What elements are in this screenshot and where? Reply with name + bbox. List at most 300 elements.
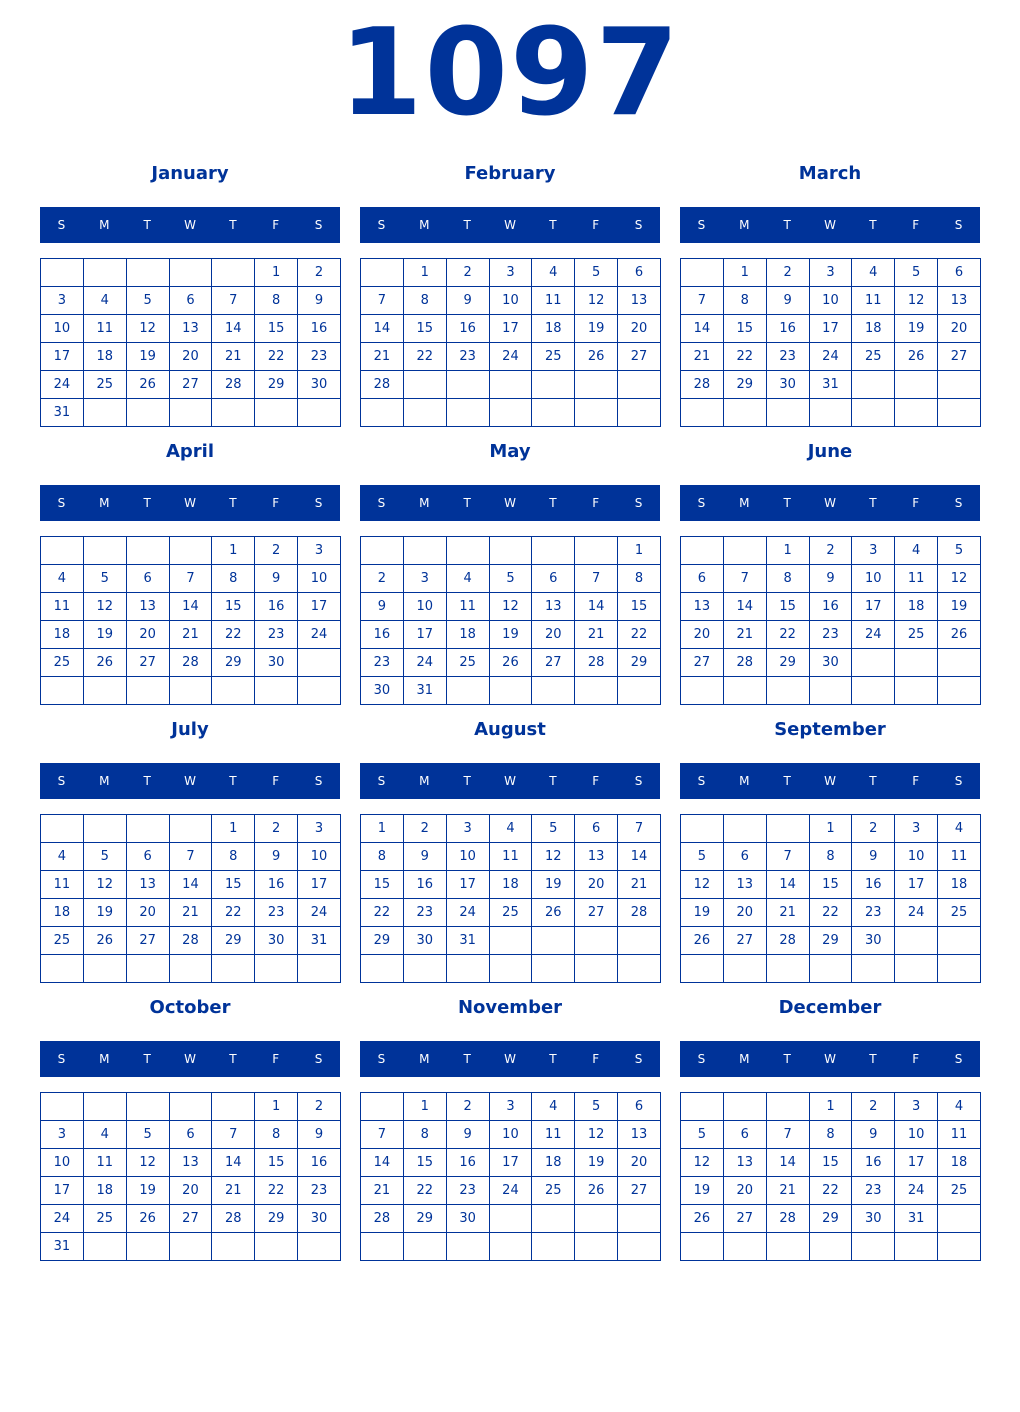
day-cell[interactable]: 31 (298, 927, 341, 955)
day-cell[interactable]: 1 (212, 537, 255, 565)
day-cell[interactable]: 19 (84, 621, 127, 649)
day-cell[interactable]: 20 (681, 621, 724, 649)
day-cell[interactable]: 28 (767, 927, 810, 955)
day-cell[interactable]: 18 (84, 1177, 127, 1205)
day-cell[interactable]: 4 (532, 259, 575, 287)
day-cell[interactable]: 3 (895, 1093, 938, 1121)
day-cell[interactable]: 24 (447, 899, 490, 927)
day-cell[interactable]: 28 (170, 927, 213, 955)
day-cell[interactable]: 6 (170, 287, 213, 315)
day-cell[interactable]: 8 (212, 843, 255, 871)
day-cell[interactable]: 6 (127, 843, 170, 871)
day-cell[interactable]: 10 (852, 565, 895, 593)
day-cell[interactable]: 23 (255, 621, 298, 649)
day-cell[interactable]: 26 (681, 1205, 724, 1233)
day-cell[interactable]: 7 (618, 815, 661, 843)
day-cell[interactable]: 6 (724, 1121, 767, 1149)
day-cell[interactable]: 28 (361, 1205, 404, 1233)
day-cell[interactable]: 22 (767, 621, 810, 649)
day-cell[interactable]: 24 (404, 649, 447, 677)
day-cell[interactable]: 4 (938, 1093, 981, 1121)
day-cell[interactable]: 21 (212, 1177, 255, 1205)
day-cell[interactable]: 21 (170, 621, 213, 649)
day-cell[interactable]: 2 (447, 259, 490, 287)
day-cell[interactable]: 8 (618, 565, 661, 593)
day-cell[interactable]: 20 (618, 315, 661, 343)
day-cell[interactable]: 30 (255, 649, 298, 677)
day-cell[interactable]: 16 (810, 593, 853, 621)
day-cell[interactable]: 30 (298, 1205, 341, 1233)
day-cell[interactable]: 5 (681, 1121, 724, 1149)
day-cell[interactable]: 17 (490, 315, 533, 343)
day-cell[interactable]: 31 (41, 399, 84, 427)
day-cell[interactable]: 25 (938, 1177, 981, 1205)
day-cell[interactable]: 3 (852, 537, 895, 565)
day-cell[interactable]: 16 (404, 871, 447, 899)
day-cell[interactable]: 14 (767, 1149, 810, 1177)
day-cell[interactable]: 10 (447, 843, 490, 871)
day-cell[interactable]: 13 (170, 315, 213, 343)
day-cell[interactable]: 8 (404, 1121, 447, 1149)
day-cell[interactable]: 17 (895, 1149, 938, 1177)
day-cell[interactable]: 12 (127, 315, 170, 343)
day-cell[interactable]: 3 (298, 815, 341, 843)
day-cell[interactable]: 22 (212, 621, 255, 649)
day-cell[interactable]: 2 (767, 259, 810, 287)
day-cell[interactable]: 22 (404, 1177, 447, 1205)
day-cell[interactable]: 19 (84, 899, 127, 927)
day-cell[interactable]: 3 (298, 537, 341, 565)
day-cell[interactable]: 9 (852, 1121, 895, 1149)
day-cell[interactable]: 7 (767, 1121, 810, 1149)
day-cell[interactable]: 17 (404, 621, 447, 649)
day-cell[interactable]: 15 (724, 315, 767, 343)
day-cell[interactable]: 23 (298, 1177, 341, 1205)
day-cell[interactable]: 5 (84, 565, 127, 593)
day-cell[interactable]: 10 (41, 1149, 84, 1177)
day-cell[interactable]: 18 (852, 315, 895, 343)
day-cell[interactable]: 8 (255, 287, 298, 315)
day-cell[interactable]: 25 (84, 371, 127, 399)
day-cell[interactable]: 8 (724, 287, 767, 315)
day-cell[interactable]: 27 (170, 371, 213, 399)
day-cell[interactable]: 1 (255, 259, 298, 287)
day-cell[interactable]: 13 (575, 843, 618, 871)
day-cell[interactable]: 7 (575, 565, 618, 593)
day-cell[interactable]: 27 (724, 927, 767, 955)
day-cell[interactable]: 20 (127, 621, 170, 649)
day-cell[interactable]: 15 (404, 315, 447, 343)
day-cell[interactable]: 29 (618, 649, 661, 677)
day-cell[interactable]: 13 (724, 871, 767, 899)
day-cell[interactable]: 13 (618, 287, 661, 315)
day-cell[interactable]: 2 (255, 537, 298, 565)
day-cell[interactable]: 1 (212, 815, 255, 843)
day-cell[interactable]: 13 (170, 1149, 213, 1177)
day-cell[interactable]: 10 (895, 1121, 938, 1149)
day-cell[interactable]: 24 (852, 621, 895, 649)
day-cell[interactable]: 18 (938, 1149, 981, 1177)
day-cell[interactable]: 5 (895, 259, 938, 287)
day-cell[interactable]: 5 (575, 259, 618, 287)
day-cell[interactable]: 27 (938, 343, 981, 371)
day-cell[interactable]: 29 (212, 927, 255, 955)
day-cell[interactable]: 17 (298, 593, 341, 621)
day-cell[interactable]: 31 (810, 371, 853, 399)
day-cell[interactable]: 4 (895, 537, 938, 565)
day-cell[interactable]: 27 (618, 1177, 661, 1205)
day-cell[interactable]: 1 (724, 259, 767, 287)
day-cell[interactable]: 28 (170, 649, 213, 677)
day-cell[interactable]: 14 (575, 593, 618, 621)
day-cell[interactable]: 15 (810, 871, 853, 899)
day-cell[interactable]: 28 (618, 899, 661, 927)
day-cell[interactable]: 21 (681, 343, 724, 371)
day-cell[interactable]: 4 (852, 259, 895, 287)
day-cell[interactable]: 4 (938, 815, 981, 843)
day-cell[interactable]: 26 (490, 649, 533, 677)
day-cell[interactable]: 22 (724, 343, 767, 371)
day-cell[interactable]: 9 (852, 843, 895, 871)
day-cell[interactable]: 24 (810, 343, 853, 371)
day-cell[interactable]: 29 (810, 927, 853, 955)
day-cell[interactable]: 10 (490, 287, 533, 315)
day-cell[interactable]: 8 (361, 843, 404, 871)
day-cell[interactable]: 3 (404, 565, 447, 593)
day-cell[interactable]: 13 (681, 593, 724, 621)
day-cell[interactable]: 15 (212, 593, 255, 621)
day-cell[interactable]: 1 (618, 537, 661, 565)
day-cell[interactable]: 17 (810, 315, 853, 343)
day-cell[interactable]: 25 (41, 649, 84, 677)
day-cell[interactable]: 27 (575, 899, 618, 927)
day-cell[interactable]: 28 (767, 1205, 810, 1233)
day-cell[interactable]: 19 (575, 315, 618, 343)
day-cell[interactable]: 9 (255, 843, 298, 871)
day-cell[interactable]: 12 (681, 1149, 724, 1177)
day-cell[interactable]: 5 (681, 843, 724, 871)
day-cell[interactable]: 15 (767, 593, 810, 621)
day-cell[interactable]: 5 (490, 565, 533, 593)
day-cell[interactable]: 11 (938, 843, 981, 871)
day-cell[interactable]: 8 (212, 565, 255, 593)
day-cell[interactable]: 5 (938, 537, 981, 565)
day-cell[interactable]: 4 (532, 1093, 575, 1121)
day-cell[interactable]: 6 (938, 259, 981, 287)
day-cell[interactable]: 27 (618, 343, 661, 371)
day-cell[interactable]: 30 (447, 1205, 490, 1233)
day-cell[interactable]: 30 (852, 1205, 895, 1233)
day-cell[interactable]: 7 (170, 843, 213, 871)
day-cell[interactable]: 13 (127, 593, 170, 621)
day-cell[interactable]: 11 (938, 1121, 981, 1149)
day-cell[interactable]: 9 (404, 843, 447, 871)
day-cell[interactable]: 12 (681, 871, 724, 899)
day-cell[interactable]: 19 (127, 343, 170, 371)
day-cell[interactable]: 2 (852, 815, 895, 843)
day-cell[interactable]: 24 (298, 899, 341, 927)
day-cell[interactable]: 13 (127, 871, 170, 899)
day-cell[interactable]: 19 (127, 1177, 170, 1205)
day-cell[interactable]: 8 (767, 565, 810, 593)
day-cell[interactable]: 12 (575, 287, 618, 315)
day-cell[interactable]: 1 (361, 815, 404, 843)
day-cell[interactable]: 14 (361, 315, 404, 343)
day-cell[interactable]: 5 (575, 1093, 618, 1121)
day-cell[interactable]: 2 (298, 259, 341, 287)
day-cell[interactable]: 9 (298, 1121, 341, 1149)
day-cell[interactable]: 29 (767, 649, 810, 677)
day-cell[interactable]: 12 (575, 1121, 618, 1149)
day-cell[interactable]: 11 (41, 871, 84, 899)
day-cell[interactable]: 21 (767, 899, 810, 927)
day-cell[interactable]: 15 (361, 871, 404, 899)
day-cell[interactable]: 13 (618, 1121, 661, 1149)
day-cell[interactable]: 5 (127, 287, 170, 315)
day-cell[interactable]: 27 (127, 927, 170, 955)
day-cell[interactable]: 8 (404, 287, 447, 315)
day-cell[interactable]: 4 (41, 565, 84, 593)
day-cell[interactable]: 19 (575, 1149, 618, 1177)
day-cell[interactable]: 4 (84, 287, 127, 315)
day-cell[interactable]: 4 (84, 1121, 127, 1149)
day-cell[interactable]: 24 (895, 899, 938, 927)
day-cell[interactable]: 23 (361, 649, 404, 677)
day-cell[interactable]: 10 (404, 593, 447, 621)
day-cell[interactable]: 12 (127, 1149, 170, 1177)
day-cell[interactable]: 19 (681, 1177, 724, 1205)
day-cell[interactable]: 18 (490, 871, 533, 899)
day-cell[interactable]: 31 (404, 677, 447, 705)
day-cell[interactable]: 8 (810, 1121, 853, 1149)
day-cell[interactable]: 6 (618, 259, 661, 287)
day-cell[interactable]: 10 (895, 843, 938, 871)
day-cell[interactable]: 9 (447, 1121, 490, 1149)
day-cell[interactable]: 6 (724, 843, 767, 871)
day-cell[interactable]: 23 (298, 343, 341, 371)
day-cell[interactable]: 3 (41, 1121, 84, 1149)
day-cell[interactable]: 24 (41, 371, 84, 399)
day-cell[interactable]: 17 (447, 871, 490, 899)
day-cell[interactable]: 28 (212, 371, 255, 399)
day-cell[interactable]: 21 (212, 343, 255, 371)
day-cell[interactable]: 9 (810, 565, 853, 593)
day-cell[interactable]: 15 (255, 1149, 298, 1177)
day-cell[interactable]: 3 (810, 259, 853, 287)
day-cell[interactable]: 10 (41, 315, 84, 343)
day-cell[interactable]: 8 (810, 843, 853, 871)
day-cell[interactable]: 24 (41, 1205, 84, 1233)
day-cell[interactable]: 29 (361, 927, 404, 955)
day-cell[interactable]: 23 (852, 1177, 895, 1205)
day-cell[interactable]: 4 (447, 565, 490, 593)
day-cell[interactable]: 20 (724, 1177, 767, 1205)
day-cell[interactable]: 26 (938, 621, 981, 649)
day-cell[interactable]: 18 (532, 1149, 575, 1177)
day-cell[interactable]: 19 (681, 899, 724, 927)
day-cell[interactable]: 30 (298, 371, 341, 399)
day-cell[interactable]: 16 (447, 315, 490, 343)
day-cell[interactable]: 6 (127, 565, 170, 593)
day-cell[interactable]: 16 (852, 871, 895, 899)
day-cell[interactable]: 19 (532, 871, 575, 899)
day-cell[interactable]: 15 (404, 1149, 447, 1177)
day-cell[interactable]: 2 (255, 815, 298, 843)
day-cell[interactable]: 12 (938, 565, 981, 593)
day-cell[interactable]: 18 (938, 871, 981, 899)
day-cell[interactable]: 2 (361, 565, 404, 593)
day-cell[interactable]: 20 (938, 315, 981, 343)
day-cell[interactable]: 3 (490, 1093, 533, 1121)
day-cell[interactable]: 2 (404, 815, 447, 843)
day-cell[interactable]: 29 (255, 371, 298, 399)
day-cell[interactable]: 21 (724, 621, 767, 649)
day-cell[interactable]: 11 (84, 1149, 127, 1177)
day-cell[interactable]: 31 (895, 1205, 938, 1233)
day-cell[interactable]: 7 (361, 287, 404, 315)
day-cell[interactable]: 11 (84, 315, 127, 343)
day-cell[interactable]: 6 (575, 815, 618, 843)
day-cell[interactable]: 21 (618, 871, 661, 899)
day-cell[interactable]: 18 (41, 899, 84, 927)
day-cell[interactable]: 2 (810, 537, 853, 565)
day-cell[interactable]: 3 (447, 815, 490, 843)
day-cell[interactable]: 10 (490, 1121, 533, 1149)
day-cell[interactable]: 15 (255, 315, 298, 343)
day-cell[interactable]: 9 (298, 287, 341, 315)
day-cell[interactable]: 28 (724, 649, 767, 677)
day-cell[interactable]: 11 (41, 593, 84, 621)
day-cell[interactable]: 27 (681, 649, 724, 677)
day-cell[interactable]: 7 (724, 565, 767, 593)
day-cell[interactable]: 11 (852, 287, 895, 315)
day-cell[interactable]: 25 (41, 927, 84, 955)
day-cell[interactable]: 26 (575, 343, 618, 371)
day-cell[interactable]: 23 (852, 899, 895, 927)
day-cell[interactable]: 7 (681, 287, 724, 315)
day-cell[interactable]: 3 (41, 287, 84, 315)
day-cell[interactable]: 6 (170, 1121, 213, 1149)
day-cell[interactable]: 4 (490, 815, 533, 843)
day-cell[interactable]: 28 (681, 371, 724, 399)
day-cell[interactable]: 29 (255, 1205, 298, 1233)
day-cell[interactable]: 25 (852, 343, 895, 371)
day-cell[interactable]: 14 (681, 315, 724, 343)
day-cell[interactable]: 14 (767, 871, 810, 899)
day-cell[interactable]: 29 (724, 371, 767, 399)
day-cell[interactable]: 16 (298, 315, 341, 343)
day-cell[interactable]: 14 (618, 843, 661, 871)
day-cell[interactable]: 26 (127, 371, 170, 399)
day-cell[interactable]: 25 (490, 899, 533, 927)
day-cell[interactable]: 25 (532, 1177, 575, 1205)
day-cell[interactable]: 27 (127, 649, 170, 677)
day-cell[interactable]: 22 (618, 621, 661, 649)
day-cell[interactable]: 23 (810, 621, 853, 649)
day-cell[interactable]: 23 (447, 343, 490, 371)
day-cell[interactable]: 6 (618, 1093, 661, 1121)
day-cell[interactable]: 28 (575, 649, 618, 677)
day-cell[interactable]: 17 (41, 1177, 84, 1205)
day-cell[interactable]: 6 (681, 565, 724, 593)
day-cell[interactable]: 29 (810, 1205, 853, 1233)
day-cell[interactable]: 26 (532, 899, 575, 927)
day-cell[interactable]: 17 (490, 1149, 533, 1177)
day-cell[interactable]: 26 (895, 343, 938, 371)
day-cell[interactable]: 1 (810, 1093, 853, 1121)
day-cell[interactable]: 3 (490, 259, 533, 287)
day-cell[interactable]: 14 (361, 1149, 404, 1177)
day-cell[interactable]: 28 (361, 371, 404, 399)
day-cell[interactable]: 12 (84, 593, 127, 621)
day-cell[interactable]: 25 (532, 343, 575, 371)
day-cell[interactable]: 16 (255, 871, 298, 899)
day-cell[interactable]: 2 (298, 1093, 341, 1121)
day-cell[interactable]: 21 (361, 1177, 404, 1205)
day-cell[interactable]: 11 (895, 565, 938, 593)
day-cell[interactable]: 20 (127, 899, 170, 927)
day-cell[interactable]: 22 (810, 1177, 853, 1205)
day-cell[interactable]: 11 (532, 1121, 575, 1149)
day-cell[interactable]: 10 (298, 565, 341, 593)
day-cell[interactable]: 26 (681, 927, 724, 955)
day-cell[interactable]: 19 (938, 593, 981, 621)
day-cell[interactable]: 11 (532, 287, 575, 315)
day-cell[interactable]: 20 (170, 343, 213, 371)
day-cell[interactable]: 26 (84, 649, 127, 677)
day-cell[interactable]: 19 (895, 315, 938, 343)
day-cell[interactable]: 12 (532, 843, 575, 871)
day-cell[interactable]: 1 (767, 537, 810, 565)
day-cell[interactable]: 11 (447, 593, 490, 621)
day-cell[interactable]: 13 (724, 1149, 767, 1177)
day-cell[interactable]: 24 (490, 343, 533, 371)
day-cell[interactable]: 21 (361, 343, 404, 371)
day-cell[interactable]: 20 (724, 899, 767, 927)
day-cell[interactable]: 25 (938, 899, 981, 927)
day-cell[interactable]: 20 (170, 1177, 213, 1205)
day-cell[interactable]: 26 (575, 1177, 618, 1205)
day-cell[interactable]: 23 (404, 899, 447, 927)
day-cell[interactable]: 13 (938, 287, 981, 315)
day-cell[interactable]: 21 (170, 899, 213, 927)
day-cell[interactable]: 10 (298, 843, 341, 871)
day-cell[interactable]: 8 (255, 1121, 298, 1149)
day-cell[interactable]: 9 (255, 565, 298, 593)
day-cell[interactable]: 16 (767, 315, 810, 343)
day-cell[interactable]: 20 (532, 621, 575, 649)
day-cell[interactable]: 11 (490, 843, 533, 871)
day-cell[interactable]: 25 (84, 1205, 127, 1233)
day-cell[interactable]: 22 (212, 899, 255, 927)
day-cell[interactable]: 4 (41, 843, 84, 871)
day-cell[interactable]: 28 (212, 1205, 255, 1233)
day-cell[interactable]: 22 (255, 343, 298, 371)
day-cell[interactable]: 16 (361, 621, 404, 649)
day-cell[interactable]: 5 (127, 1121, 170, 1149)
day-cell[interactable]: 31 (41, 1233, 84, 1261)
day-cell[interactable]: 16 (447, 1149, 490, 1177)
day-cell[interactable]: 2 (447, 1093, 490, 1121)
day-cell[interactable]: 29 (404, 1205, 447, 1233)
day-cell[interactable]: 27 (532, 649, 575, 677)
day-cell[interactable]: 22 (255, 1177, 298, 1205)
day-cell[interactable]: 16 (255, 593, 298, 621)
day-cell[interactable]: 23 (255, 899, 298, 927)
day-cell[interactable]: 30 (810, 649, 853, 677)
day-cell[interactable]: 24 (298, 621, 341, 649)
day-cell[interactable]: 7 (767, 843, 810, 871)
